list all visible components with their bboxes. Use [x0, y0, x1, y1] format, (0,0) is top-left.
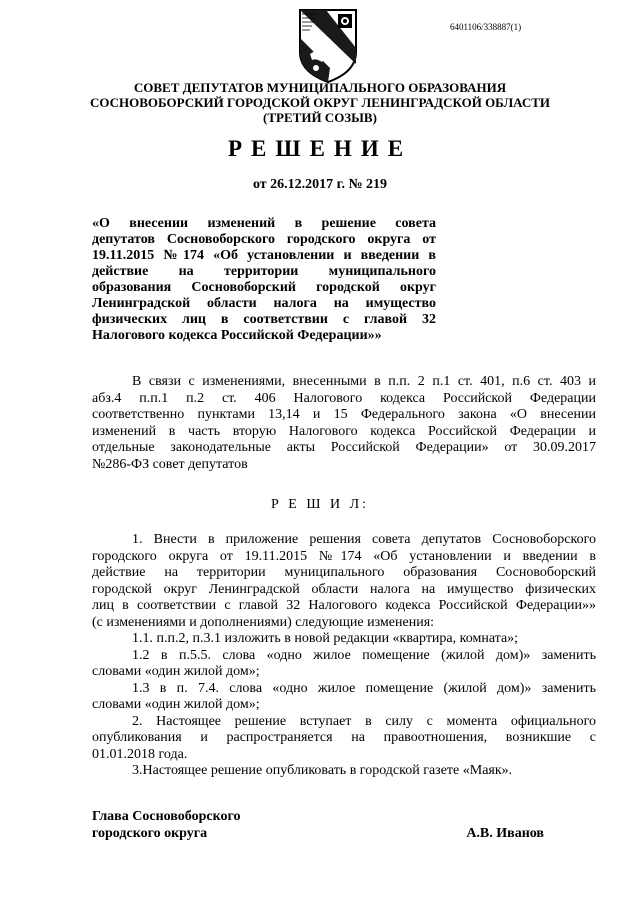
- item-1-3-line: словами «один жилой дом»;: [92, 697, 260, 712]
- subject-line: действие на территории муниципального: [92, 264, 436, 279]
- item-1-line: городской округ Ленинградской области налога на имущество физических: [92, 581, 596, 597]
- preamble-line: изменений в часть вторую Налогового кодекса Российской Федерации и: [92, 423, 596, 439]
- subject-line: 19.11.2015 №174 «Об установлении и введении в: [92, 248, 436, 263]
- item-3: 3.Настоящее решение опубликовать в городской газете «Маяк».: [132, 763, 513, 778]
- decision-subject: [92, 216, 436, 344]
- header-line-2: СОСНОВОБОРСКИЙ ГОРОДСКОЙ ОКРУГ ЛЕНИНГРАДСКОЙ ОБЛАСТИ: [89, 95, 551, 110]
- item-1-2-line: словами «один жилой дом»;: [92, 664, 260, 679]
- document-title: РЕШЕНИЕ: [227, 136, 413, 161]
- item-1-2-line: 1.2 в п.5.5. слова «одно жилое помещение (жилой дом)» заменить: [132, 647, 596, 663]
- document-code: 6401106/338887(1): [450, 22, 522, 32]
- coat-of-arms-emblem: [296, 8, 360, 84]
- item-1-line: (с изменениями и дополнениями) следующие изменения:: [92, 614, 435, 630]
- item-1-line: действие на территории муниципального образования Сосновоборский: [92, 565, 596, 580]
- signature-block: [92, 808, 544, 842]
- preamble-line: соответственно пунктами 13,14 и 15 Федерального закона «О внесении: [92, 407, 596, 422]
- signatory-position-line-1: Глава Сосновоборского: [92, 809, 241, 824]
- preamble-line: В связи с изменениями, внесенными в п.п. 2 п.1 ст. 401, п.6 ст. 403 и: [132, 374, 596, 389]
- item-1-1: 1.1. п.п.2, п.3.1 изложить в новой редакции «квартира, комната»;: [132, 631, 519, 646]
- resolved-heading: Р Е Ш И Л:: [271, 497, 369, 512]
- signatory-position-line-2: городского округа: [92, 826, 208, 841]
- preamble-line: №286-ФЗ совет депутатов: [92, 456, 248, 472]
- header-line-3: (ТРЕТИЙ СОЗЫВ): [263, 110, 377, 125]
- subject-line: депутатов Сосновоборского городского округа от: [92, 232, 436, 247]
- issuer-header: [0, 80, 640, 125]
- signatory-name: А.В. Иванов: [466, 826, 544, 841]
- item-2-line: 2. Настоящее решение вступает в силу с момента официального: [132, 713, 596, 729]
- preamble-line: отдельные законодательные акты Российской Федерации» от 30.09.2017: [92, 440, 596, 455]
- signature-row: [92, 825, 544, 842]
- item-2-line: опубликования и распространяется на правоотношения, возникшие с: [92, 730, 596, 745]
- item-1-line: лиц в соответствии с главой 32 Налогового кодекса Российской Федерации»»: [92, 598, 596, 613]
- subject-line: «О внесении изменений в решение совета: [92, 216, 436, 231]
- preamble-line: абз.4 п.п.1 п.2 ст. 406 Налогового кодекса Российской Федерации: [92, 390, 596, 406]
- item-1-line: 1. Внести в приложение решения совета депутатов Сосновоборского: [132, 532, 596, 547]
- subject-line: образования Сосновоборский городской округ: [92, 280, 436, 295]
- item-1-3-line: 1.3 в п. 7.4. слова «одно жилое помещение (жилой дом)» заменить: [132, 680, 596, 696]
- subject-line: Налогового кодекса Российской Федерации»»: [92, 328, 382, 343]
- subject-line: физических лиц в соответствии с главой 32: [92, 312, 436, 327]
- item-1-line: городского округа от 19.11.2015 №174 «Об установлении и введении в: [92, 548, 596, 564]
- header-line-1: СОВЕТ ДЕПУТАТОВ МУНИЦИПАЛЬНОГО ОБРАЗОВАНИЯ: [133, 80, 507, 95]
- resolution-items: [92, 532, 596, 780]
- decision-date-number: от 26.12.2017 г. № 219: [252, 177, 388, 192]
- subject-line: Ленинградской области налога на имущество: [92, 296, 436, 311]
- item-2-line: 01.01.2018 года.: [92, 746, 188, 762]
- preamble-paragraph: [92, 374, 596, 473]
